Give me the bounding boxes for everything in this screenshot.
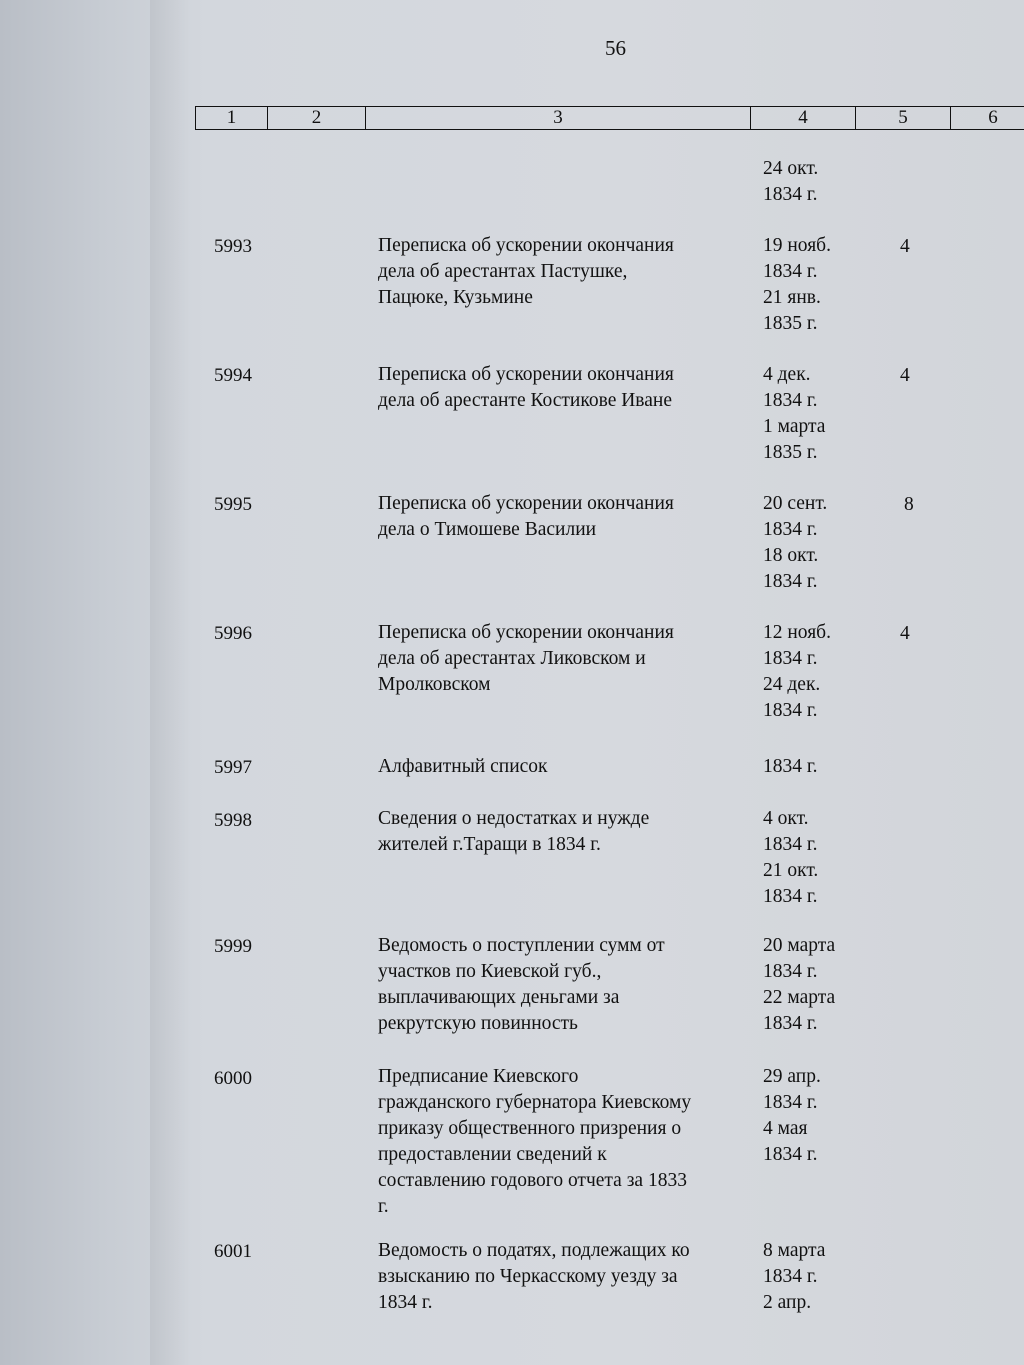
column-header-5: 5: [856, 107, 951, 130]
record-number: 5993: [214, 236, 252, 257]
date-line: 1834 г.: [763, 261, 818, 282]
title-line: выплачивающих деньгами за: [378, 987, 620, 1008]
record-title: [378, 362, 748, 414]
title-line: гражданского губернатора Киевскому: [378, 1092, 692, 1113]
date-line: 1834 г.: [763, 519, 818, 540]
record-number: 6000: [214, 1068, 252, 1089]
date-line: 22 марта: [763, 987, 836, 1008]
record-number: 5999: [214, 936, 252, 957]
facing-page-bleed: [0, 40, 150, 1340]
column-header-3: 3: [366, 107, 751, 130]
column-header-4: 4: [751, 107, 856, 130]
record-dates: [763, 233, 831, 337]
record-title: [378, 806, 748, 858]
title-line: Пацюке, Кузьмине: [378, 287, 533, 308]
title-line: г.: [378, 1196, 389, 1217]
title-line: рекрутскую повинность: [378, 1013, 578, 1034]
date-line: 1 марта: [763, 416, 826, 437]
date-line: 24 окт.: [763, 158, 819, 179]
date-line: 19 нояб.: [763, 235, 831, 256]
record-dates: [763, 362, 825, 466]
date-line: 1834 г.: [763, 700, 818, 721]
title-line: дела об арестантах Ликовском и: [378, 648, 646, 669]
date-line: 21 янв.: [763, 287, 821, 308]
date-line: 21 окт.: [763, 860, 819, 881]
title-line: жителей г.Таращи в 1834 г.: [378, 834, 601, 855]
date-line: 1834 г.: [763, 961, 818, 982]
record-number: 5996: [214, 623, 252, 644]
date-line: 1834 г.: [763, 756, 818, 777]
date-line: 2 апр.: [763, 1292, 812, 1313]
title-line: 1834 г.: [378, 1292, 433, 1313]
title-line: предоставлении сведений к: [378, 1144, 607, 1165]
date-line: 29 апр.: [763, 1066, 821, 1087]
date-line: 1834 г.: [763, 571, 818, 592]
title-line: дела о Тимошеве Василии: [378, 519, 597, 540]
record-title: [378, 754, 748, 780]
record-dates: [763, 491, 827, 595]
title-line: дела об арестантах Пастушке,: [378, 261, 628, 282]
column-header-1: 1: [196, 107, 268, 130]
title-line: Алфавитный список: [378, 756, 548, 777]
date-line: 1834 г.: [763, 184, 818, 205]
title-line: составлению годового отчета за 1833: [378, 1170, 687, 1191]
record-title: [378, 1238, 748, 1316]
date-line: 1834 г.: [763, 390, 818, 411]
record-dates: [763, 933, 835, 1037]
title-line: Переписка об ускорении окончания: [378, 235, 674, 256]
title-line: Сведения о недостатках и нужде: [378, 808, 650, 829]
date-line: 1834 г.: [763, 1092, 818, 1113]
column-header-table: [195, 106, 1024, 130]
column-header-6: 6: [951, 107, 1024, 130]
date-line: 20 сент.: [763, 493, 828, 514]
record-dates: [763, 1238, 825, 1316]
record-dates: [763, 806, 818, 910]
record-title: [378, 1064, 748, 1220]
date-line: 1834 г.: [763, 1266, 818, 1287]
record-number: 5997: [214, 757, 252, 778]
record-sheets: 4: [900, 623, 910, 644]
date-line: 1834 г.: [763, 1013, 818, 1034]
date-line: 20 марта: [763, 935, 836, 956]
record-number: 5994: [214, 365, 252, 386]
record-title: [378, 491, 748, 543]
title-line: Переписка об ускорении окончания: [378, 493, 674, 514]
title-line: Мролковском: [378, 674, 491, 695]
title-line: Ведомость о поступлении сумм от: [378, 935, 665, 956]
record-sheets: 8: [904, 494, 914, 515]
date-line: 24 дек.: [763, 674, 821, 695]
record-sheets: 4: [900, 236, 910, 257]
date-line: 4 дек.: [763, 364, 811, 385]
record-number: 5995: [214, 494, 252, 515]
date-line: 8 марта: [763, 1240, 826, 1261]
date-line: 4 мая: [763, 1118, 808, 1139]
date-line: 1834 г.: [763, 648, 818, 669]
title-line: дела об арестанте Костикове Иване: [378, 390, 673, 411]
record-dates: [763, 754, 818, 780]
date-line: 1834 г.: [763, 886, 818, 907]
page-number: 56: [605, 36, 626, 60]
title-line: участков по Киевской губ.,: [378, 961, 602, 982]
record-sheets: 4: [900, 365, 910, 386]
date-line: 4 окт.: [763, 808, 809, 829]
book-gutter-shadow: [150, 0, 190, 1365]
record-title: [378, 233, 748, 311]
title-line: взысканию по Черкасскому уезду за: [378, 1266, 678, 1287]
record-dates: [763, 620, 831, 724]
title-line: Переписка об ускорении окончания: [378, 364, 674, 385]
title-line: Переписка об ускорении окончания: [378, 622, 674, 643]
date-line: 1834 г.: [763, 1144, 818, 1165]
record-number: 5998: [214, 810, 252, 831]
date-line: 12 нояб.: [763, 622, 831, 643]
record-title: [378, 620, 748, 698]
date-line: 1834 г.: [763, 834, 818, 855]
date-line: 1835 г.: [763, 442, 818, 463]
date-line: 18 окт.: [763, 545, 819, 566]
title-line: приказу общественного призрения о: [378, 1118, 682, 1139]
record-dates: [763, 1064, 821, 1168]
column-header-2: 2: [268, 107, 366, 130]
title-line: Предписание Киевского: [378, 1066, 579, 1087]
continuation-dates: [763, 156, 818, 208]
title-line: Ведомость о податях, подлежащих ко: [378, 1240, 690, 1261]
record-title: [378, 933, 748, 1037]
date-line: 1835 г.: [763, 313, 818, 334]
record-number: 6001: [214, 1241, 252, 1262]
